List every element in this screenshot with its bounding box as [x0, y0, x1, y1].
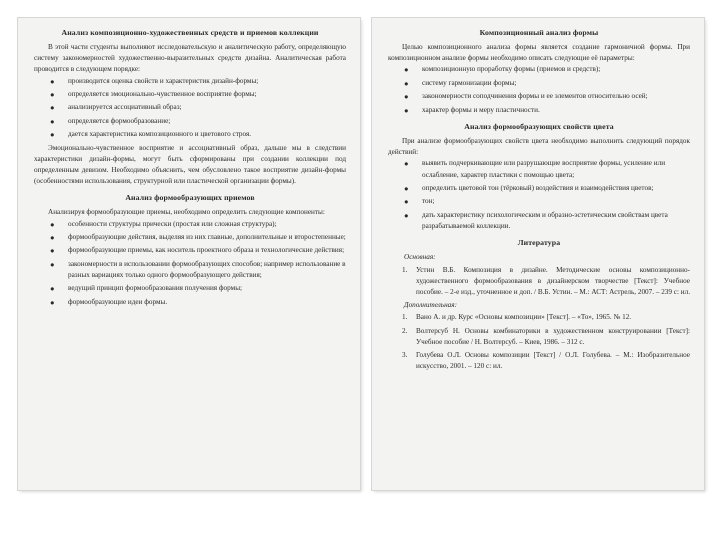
intro-paragraph: В этой части студенты выполняют исследовательскую и аналитическую работу, определяющую систему закономерностей художественно-выразительных средств дизайна. Аналитическая работа проводится в следующем порядке: [34, 43, 346, 74]
list-item: ● формообразующие идеи формы. [50, 297, 168, 307]
section-title-composition-means: Анализ композиционно-художественных средств и приемов коллекции [61, 28, 319, 37]
bullet-icon: ● [404, 210, 409, 220]
bullet-icon: ● [404, 105, 409, 115]
list-item: ● систему гармонизации формы; [404, 78, 517, 88]
analysis-steps-list [34, 76, 346, 141]
list-item: ● формообразующие действия, выделяя из них главные, дополнительные и второстепенные; [50, 232, 346, 242]
list-item: ● закономерности соподчинения формы и ее элементов относительно осей; [404, 92, 648, 102]
section-title-composition-analysis: Композиционный анализ формы [479, 28, 599, 37]
bullet-icon: ● [50, 76, 55, 86]
composition-parameters-list [388, 64, 690, 115]
literature-item: 2. Волтерсуб Н. Основы комбинаторики в художественном конструировании [Текст]: Учебное пособие / Н. Волтерсуб. – Киев, 1986. – 312 с. [402, 326, 690, 346]
bullet-icon: ● [404, 159, 409, 169]
bullet-icon: ● [50, 90, 55, 99]
list-item: ● определяется формообразование; [50, 116, 171, 126]
bullet-icon: ● [50, 297, 55, 307]
list-item: ● композиционную проработку формы (приемов и средств); [404, 65, 601, 75]
basic-literature-list [388, 265, 690, 299]
extra-literature-label: Дополнительная: [404, 301, 457, 310]
bullet-icon: ● [50, 246, 55, 256]
section-title-shaping-techniques: Анализ формообразующих приемов [125, 193, 255, 203]
section-title-literature: Литература [517, 238, 561, 248]
section-title-color-properties: Анализ формообразующих свойств цвета [464, 121, 614, 131]
bullet-icon: ● [50, 259, 55, 269]
list-item: ● определить цветовой тон (тёрковый) воздействия и взаимодействия цветов; [404, 183, 654, 193]
list-item: ● определяется эмоционально-чувственное восприятие формы; [50, 90, 257, 99]
literature-item: 1. Устин В.Б. Композиция в дизайне. Методические основы композиционно-художественного формообразования в дизайнерском творчестве [Текст]: Учебное пособие. – 2-е изд., уточненное и доп. / В.Б. Устин. – М.: АСТ: Астрель, 2007. – 239 с: ил. [402, 265, 691, 296]
color-steps-list [388, 158, 690, 232]
right-document-page [372, 18, 704, 490]
emotional-perception-paragraph: Эмоционально-чувственное восприятие и ассоциативный образ, дальше мы в следствии характеристики дизайн-формы, могут быть сформированы при создании коллекции под определенным девизом. Необходимо объяснить, чем обусловлено такое восприятие дизайн-формы (особенностями использования, структурной или пластической организации формы). [34, 143, 346, 186]
list-item: ● дать характеристику психологическим и образно-эстетическим свойствам цвета разрабатываемой коллекции. [404, 210, 668, 230]
list-item: ● выявить подчеркивающие или разрушающие восприятие формы, усиление или ослабление, характер пластики с помощью цвета; [404, 159, 666, 179]
bullet-icon: ● [404, 197, 409, 207]
color-intro-paragraph: При анализе формообразующих свойств цвета необходимо выполнить следующий порядок действий: [388, 136, 690, 157]
bullet-icon: ● [50, 232, 55, 242]
bullet-icon: ● [50, 116, 55, 126]
bullet-icon: ● [50, 130, 55, 140]
bullet-icon: ● [50, 219, 55, 229]
bullet-icon: ● [404, 183, 409, 193]
bullet-icon: ● [404, 92, 409, 102]
list-item: ● ведущий принцип формообразования получения формы; [50, 284, 243, 294]
left-document-page [18, 18, 360, 490]
bullet-icon: ● [404, 78, 409, 88]
bullet-icon: ● [404, 65, 409, 75]
bullet-icon: ● [50, 103, 55, 113]
basic-literature-label: Основная: [404, 253, 436, 262]
literature-item: 1. Вано А. и др. Курс «Основы композиции» [Текст]. – «То», 1965. № 12. [402, 313, 632, 322]
list-item: ● особенности структуры прически (простая или сложная структура); [50, 219, 277, 229]
literature-item: 3. Голубева О.Л. Основы композиции [Текст] / О.Л. Голубева. – М.: Изобразительное искусство, 2001. – 120 с: ил. [402, 350, 690, 371]
shaping-components-list [34, 219, 346, 308]
list-item: ● закономерности в использовании формообразующих способов; например использование в разных вариациях только одного формообразующего действия; [50, 259, 346, 279]
list-item: ● тон; [404, 197, 435, 207]
extra-literature-list [388, 312, 690, 372]
composition-intro-paragraph: Целью композиционного анализа формы является создание гармоничной формы. При композиционном анализе формы необходимо описать следующие её параметры: [388, 43, 690, 63]
list-item: ● характер формы и меру пластичности. [404, 105, 540, 115]
list-item: ● анализируется ассоциативный образ; [50, 103, 182, 113]
shaping-intro-paragraph: Анализируя формообразующие приемы, необходимо определить следующие компоненты: [48, 208, 325, 217]
bullet-icon: ● [50, 284, 55, 294]
list-item: ● формообразующие приемы, как носитель проектного образа и технологические действия; [50, 246, 345, 256]
list-item: ● производится оценка свойств и характеристик дизайн-формы; [50, 76, 259, 86]
list-item: ● дается характеристика композиционного и цветового строя. [50, 130, 252, 140]
